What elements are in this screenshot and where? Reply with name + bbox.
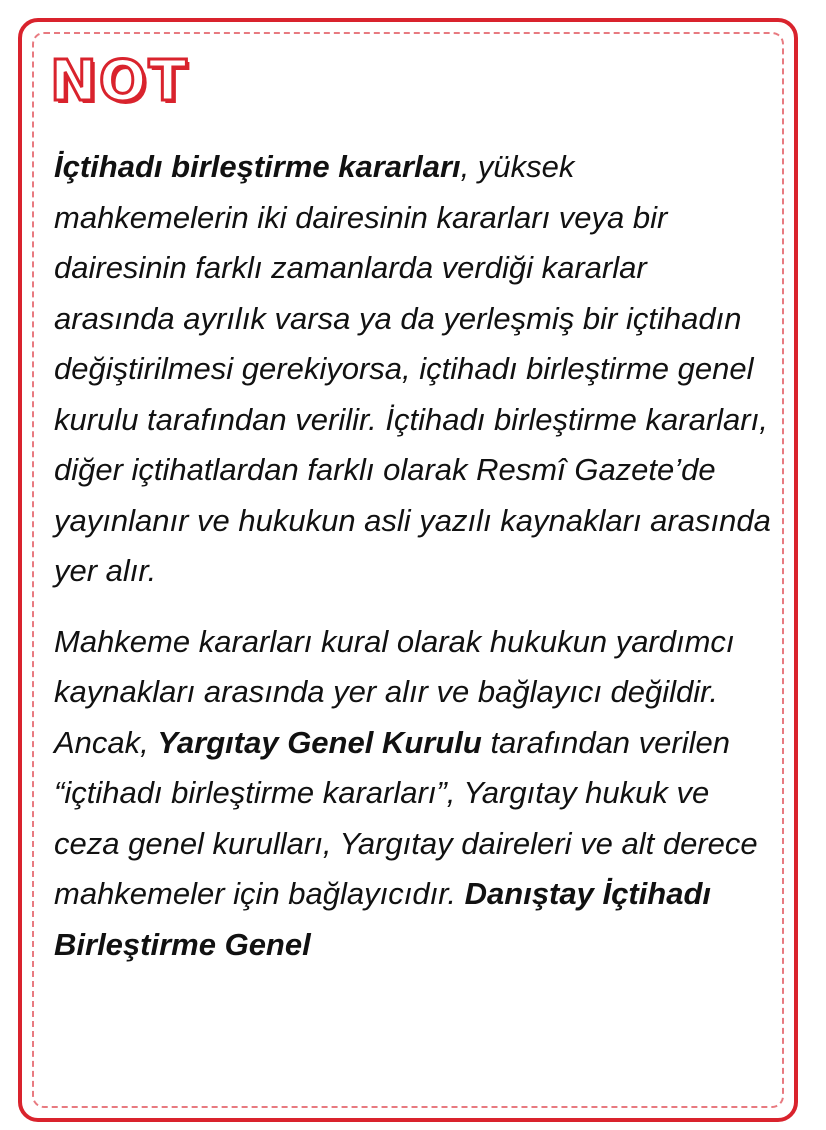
paragraph-1-text: , yüksek mahkemelerin iki dairesinin kararları veya bir dairesinin farklı zamanlarda verdiği kararlar arasında ayrılık varsa ya da yerleşmiş bir içtihadın değiştirilmesi gerekiyorsa, içtihadı birleştirme genel kurulu tarafından verilir. İçtihadı birleştirme kararları, diğer içtihatlardan farklı olarak Resmî Gazete’de yayınlanır ve hukukun asli yazılı kaynakları arasında yer alır. [54, 149, 771, 588]
note-paragraph-2 [54, 617, 774, 971]
bold-term-danistay: Danıştay İçtihadı Birleştirme Genel [54, 876, 711, 962]
bold-term-ictihadi-birlestirme: İçtihadı birleştirme kararları [54, 149, 461, 184]
note-paragraph-1 [54, 142, 774, 597]
note-box [18, 18, 798, 1122]
paragraph-2-text-before: Mahkeme kararları kural olarak hukukun yardımcı kaynakları arasında yer alır ve bağlayıcı değildir. Ancak, [54, 623, 735, 760]
bold-term-yargitay-genel-kurulu: Yargıtay Genel Kurulu [157, 724, 482, 760]
note-content [54, 142, 774, 970]
note-title: NOT [50, 49, 189, 114]
paragraph-2-text-after: tarafından verilen “içtihadı birleştirme kararları”, Yargıtay hukuk ve ceza genel kurulları, Yargıtay daireleri ve alt derece mahkemeler için bağlayıcıdır. [54, 724, 758, 911]
